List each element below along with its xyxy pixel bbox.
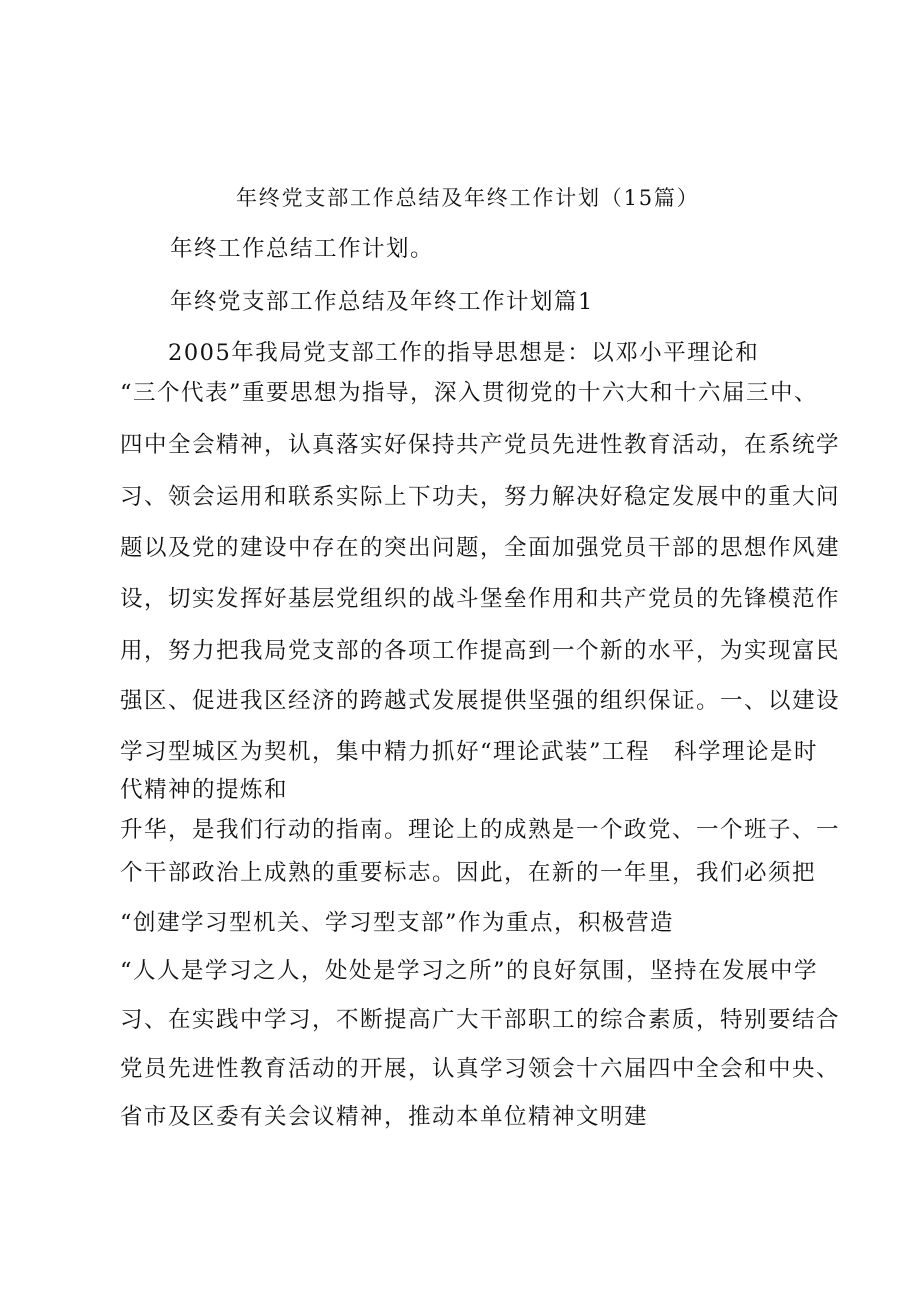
section-heading: 年终党支部工作总结及年终工作计划篇1	[170, 289, 594, 315]
paragraph-line: “人人是学习之人，处处是学习之所”的良好氛围，坚持在发展中学	[120, 958, 819, 984]
paragraph-line: 个干部政治上成熟的重要标志。因此，在新的一年里，我们必须把	[120, 860, 817, 886]
paragraph-line: 2005年我局党支部工作的指导思想是：以邓小平理论和	[168, 340, 760, 366]
paragraph-line: 党员先进性教育活动的开展，认真学习领会十六届四中全会和中央、	[120, 1056, 841, 1082]
paragraph-line: 省市及区委有关会议精神，推动本单位精神文明建	[120, 1104, 649, 1130]
document-title: 年终党支部工作总结及年终工作计划（15篇）	[236, 186, 700, 210]
paragraph-line: 学习型城区为契机，集中精力抓好“理论武装”工程 科学理论是时	[120, 739, 819, 765]
paragraph-line: 用，努力把我局党支部的各项工作提高到一个新的水平，为实现富民	[120, 638, 841, 664]
paragraph-line: 题以及党的建设中存在的突出问题，全面加强党员干部的思想作风建	[120, 535, 841, 561]
paragraph-line: 升华，是我们行动的指南。理论上的成熟是一个政党、一个班子、一	[120, 817, 841, 843]
paragraph-line: 四中全会精神，认真落实好保持共产党员先进性教育活动，在系统学	[120, 432, 841, 458]
paragraph-line: 习、领会运用和联系实际上下功夫，努力解决好稳定发展中的重大问	[120, 484, 841, 510]
document-subtitle: 年终工作总结工作计划。	[170, 236, 435, 262]
paragraph-line: “创建学习型机关、学习型支部”作为重点，积极营造	[120, 910, 675, 936]
paragraph-line: 强区、促进我区经济的跨越式发展提供坚强的组织保证。一、以建设	[120, 688, 841, 714]
paragraph-line: 习、在实践中学习，不断提高广大干部职工的综合素质，特别要结合	[120, 1007, 841, 1033]
paragraph-line: 代精神的提炼和	[120, 777, 289, 803]
paragraph-line: “三个代表”重要思想为指导，深入贯彻党的十六大和十六届三中、	[120, 380, 819, 406]
paragraph-line: 设，切实发挥好基层党组织的战斗堡垒作用和共产党员的先锋模范作	[120, 586, 841, 612]
